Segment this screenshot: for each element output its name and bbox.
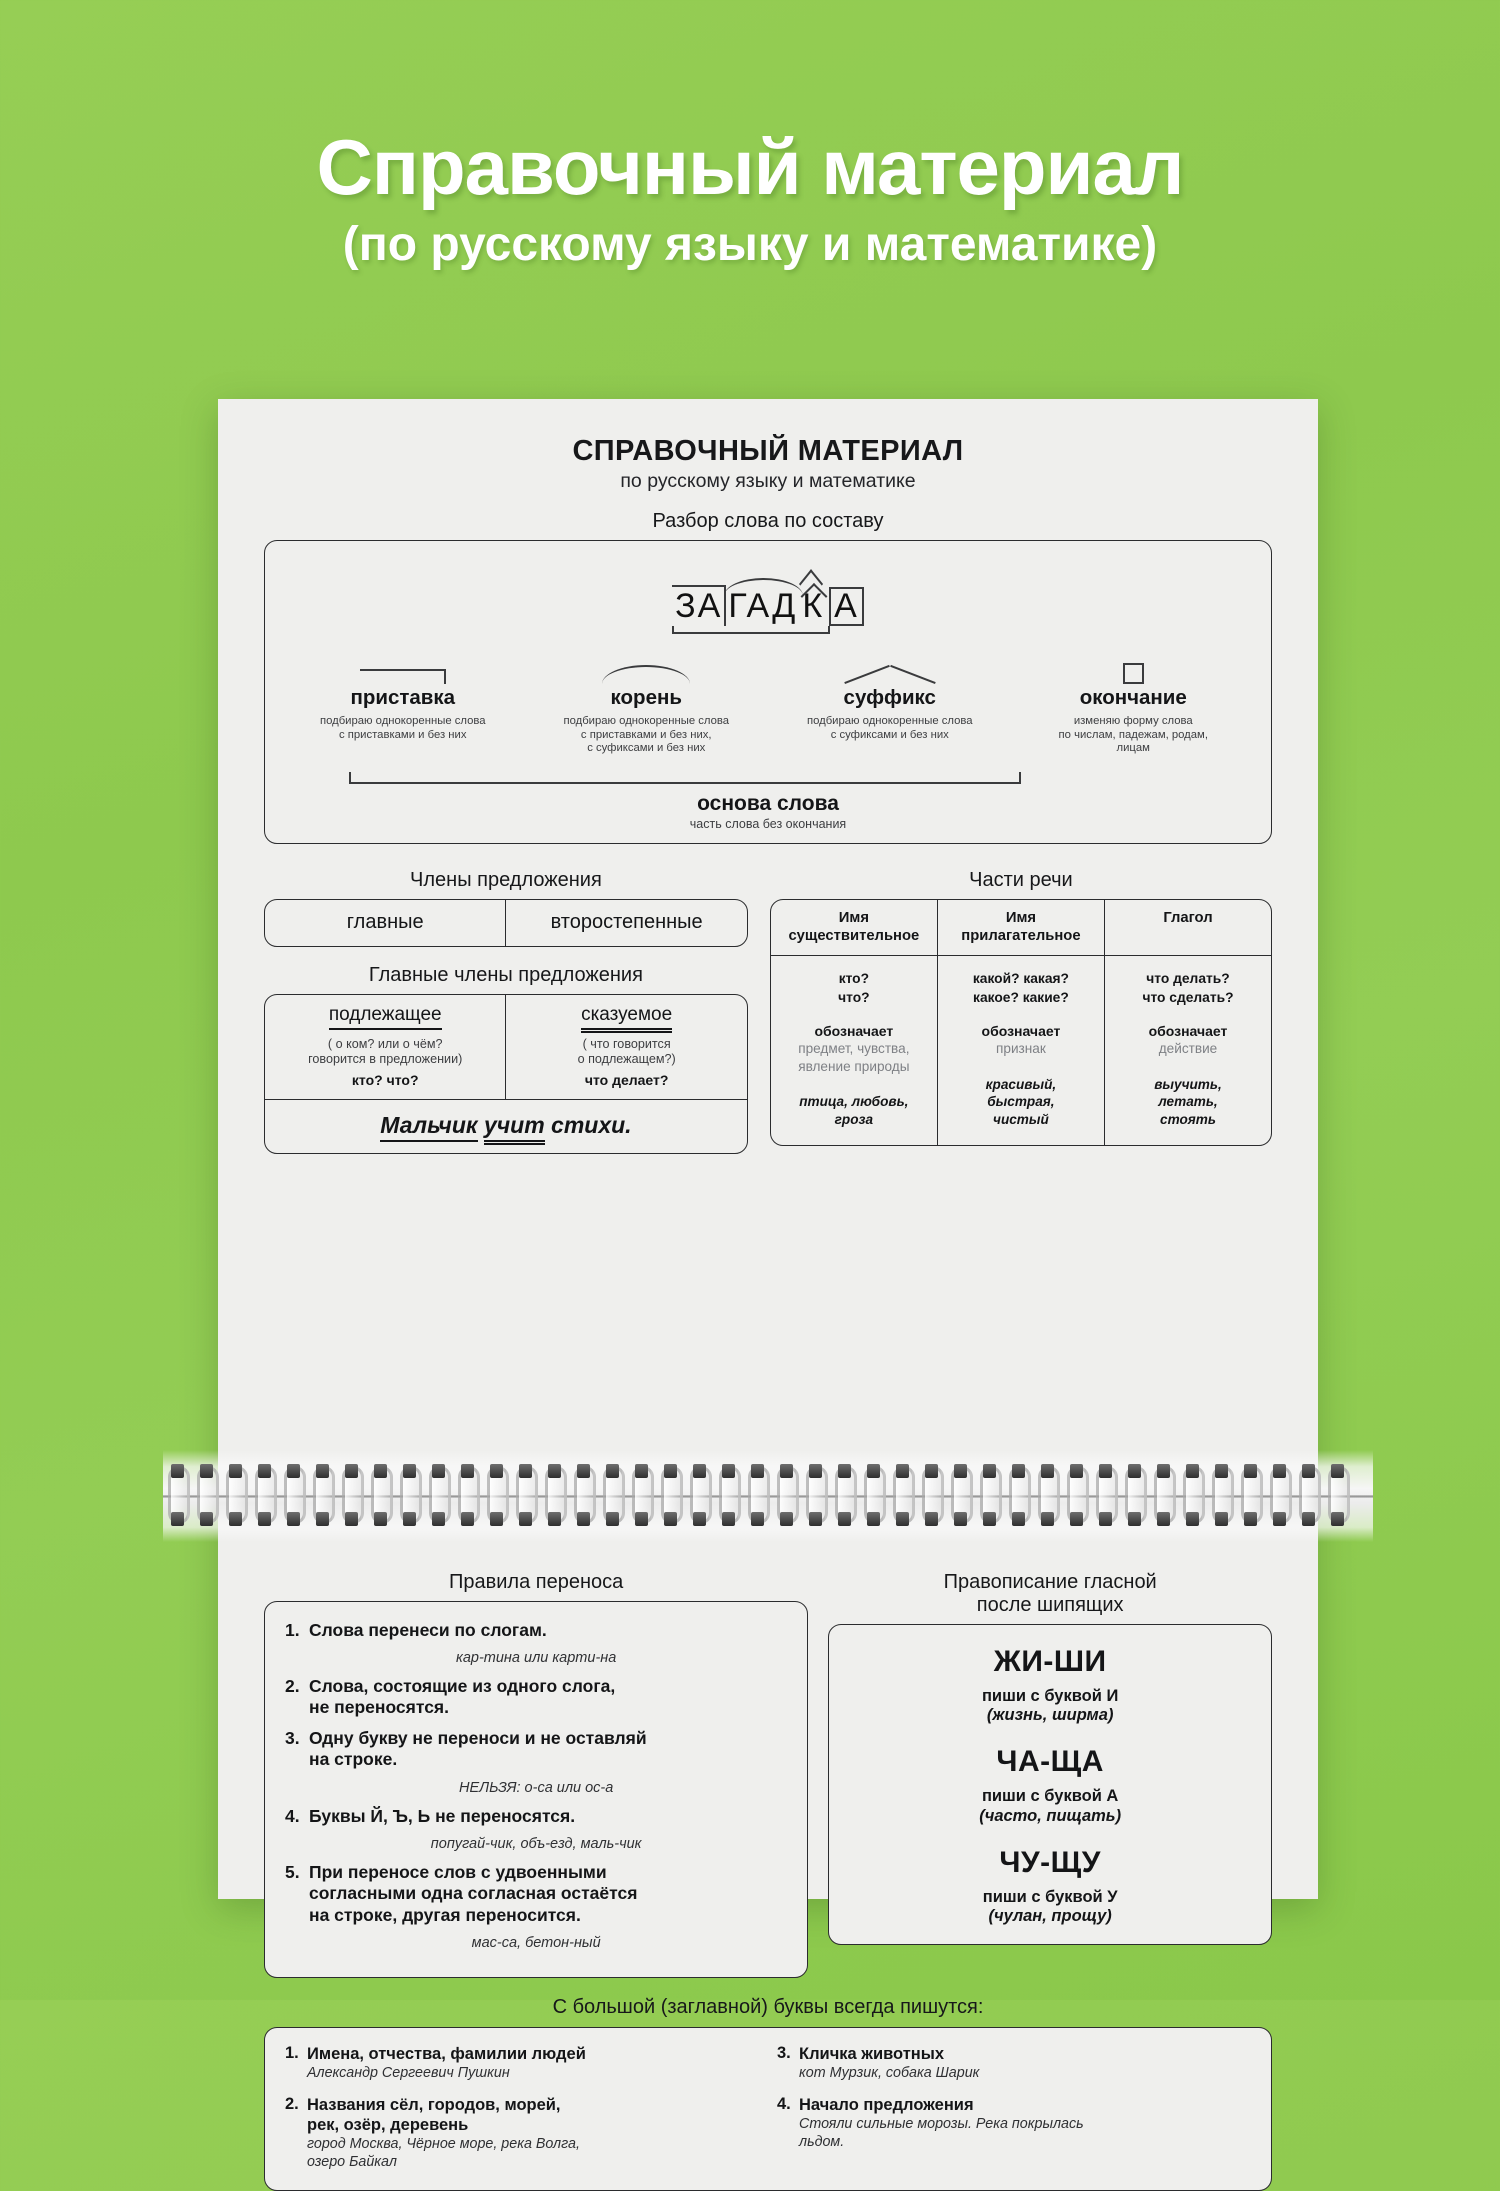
morph-column-root bbox=[525, 660, 769, 756]
members-heading: Члены предложения bbox=[410, 869, 602, 892]
pos-header-verb: Глагол bbox=[1104, 900, 1271, 956]
hyphenation-rule bbox=[285, 1676, 787, 1719]
hyphenation-rule bbox=[285, 1806, 787, 1827]
morph-note: подбираю однокоренные слова с суфиксами и без них bbox=[806, 714, 973, 741]
predicate-question: ( что говорится о подлежащем?) bbox=[577, 1036, 676, 1067]
spiral-ring bbox=[688, 1466, 714, 1524]
spiral-ring bbox=[543, 1466, 569, 1524]
hyphenation-rule bbox=[285, 1728, 787, 1771]
spiral-ring bbox=[804, 1466, 830, 1524]
hyphenation-heading: Правила переноса bbox=[449, 1571, 624, 1593]
pos-examples: красивый, быстрая, чистый bbox=[985, 1076, 1057, 1128]
spiral-ring bbox=[514, 1466, 540, 1524]
morph-column-suffix bbox=[768, 660, 1012, 756]
spiral-ring bbox=[1036, 1466, 1062, 1524]
spiral-ring bbox=[1123, 1466, 1149, 1524]
spiral-ring bbox=[949, 1466, 975, 1524]
spiral-ring bbox=[572, 1466, 598, 1524]
example-row bbox=[265, 1100, 747, 1153]
spiral-binding bbox=[163, 1450, 1373, 1542]
morph-note: подбираю однокоренные слова с приставками и без них, с суфиксами и без них bbox=[563, 714, 730, 755]
hissing-title: ЧУ-ЩУ bbox=[999, 1845, 1101, 1879]
spiral-ring bbox=[1239, 1466, 1265, 1524]
spiral-ring bbox=[1007, 1466, 1033, 1524]
suffix-roof-icon bbox=[845, 666, 935, 684]
spiral-ring bbox=[282, 1466, 308, 1524]
word-prefix: ЗА bbox=[672, 585, 726, 626]
predicate-title: сказуемое bbox=[581, 1004, 672, 1030]
morph-note: изменяю форму слова по числам, падежам, родам, лицам bbox=[1058, 714, 1208, 755]
rule-example: НЕЛЬЗЯ: о-са или ос-а bbox=[458, 1779, 614, 1796]
spiral-ring bbox=[485, 1466, 511, 1524]
parts-of-speech-table bbox=[770, 899, 1272, 1146]
spiral-ring bbox=[746, 1466, 772, 1524]
hissing-rule: пиши с буквой И bbox=[981, 1686, 1119, 1705]
word-root: ГАД bbox=[728, 586, 798, 625]
spiral-ring bbox=[1181, 1466, 1207, 1524]
morph-label: окончание bbox=[1079, 685, 1187, 709]
main-members-box bbox=[264, 994, 748, 1154]
spiral-ring bbox=[630, 1466, 656, 1524]
spiral-ring bbox=[862, 1466, 888, 1524]
members-cell-secondary: второстепенные bbox=[505, 900, 746, 946]
example-sentence bbox=[273, 1112, 739, 1139]
hissing-rule: пиши с буквой А bbox=[981, 1787, 1119, 1806]
rule-text: Буквы Й, Ъ, Ь не переносятся. bbox=[309, 1805, 576, 1826]
rule-example: попугай-чик, объ-езд, маль-чик bbox=[430, 1835, 642, 1852]
pos-means: признак bbox=[996, 1040, 1046, 1056]
morph-label: суффикс bbox=[843, 685, 936, 709]
stem-note: часть слова без окончания bbox=[689, 817, 847, 832]
item-number: 4. bbox=[777, 2094, 791, 2113]
item-number: 2. bbox=[285, 2094, 299, 2113]
item-example: Стояли сильные морозы. Река покрылась льдом. bbox=[799, 2116, 1084, 2150]
rule-example: мас-са, бетон-ный bbox=[471, 1934, 601, 1951]
spiral-ring bbox=[920, 1466, 946, 1524]
prefix-bracket-icon bbox=[360, 669, 446, 684]
ending-square-icon bbox=[1123, 663, 1144, 684]
spiral-ring bbox=[195, 1466, 221, 1524]
item-text: Имена, отчества, фамилии людей bbox=[307, 2044, 586, 2063]
capitalization-heading: С большой (заглавной) буквы всегда пишутся: bbox=[552, 1995, 984, 2018]
hissing-example: (чулан, прощу) bbox=[988, 1907, 1112, 1926]
pos-examples: птица, любовь, гроза bbox=[799, 1094, 909, 1128]
hyphenation-rule bbox=[285, 1620, 787, 1641]
hissing-rule: пиши с буквой У bbox=[982, 1887, 1118, 1906]
spiral-ring bbox=[166, 1466, 192, 1524]
morph-column-prefix bbox=[281, 660, 525, 756]
spiral-ring bbox=[1210, 1466, 1236, 1524]
hissing-heading: Правописание гласной после шипящих bbox=[943, 1571, 1157, 1616]
morph-column-ending bbox=[1012, 660, 1256, 756]
item-text: Кличка животных bbox=[799, 2044, 945, 2063]
item-number: 3. bbox=[777, 2043, 791, 2062]
spiral-ring bbox=[1326, 1466, 1352, 1524]
pos-means: предмет, чувства, явление природы bbox=[798, 1040, 910, 1074]
spiral-ring bbox=[659, 1466, 685, 1524]
spiral-ring bbox=[833, 1466, 859, 1524]
pos-questions: что делать? что сделать? bbox=[1142, 971, 1234, 1005]
pos-means-label: обозначает bbox=[981, 1022, 1061, 1039]
spiral-ring bbox=[224, 1466, 250, 1524]
morph-label: приставка bbox=[350, 685, 456, 709]
pos-cell-adjective bbox=[937, 956, 1104, 1145]
hissing-title: ЧА-ЩА bbox=[996, 1745, 1104, 1779]
word-suffix: К bbox=[799, 587, 827, 626]
pos-header-adjective: Имя прилагательное bbox=[937, 900, 1104, 956]
rule-text: При переносе слов с удвоенными согласными одна согласная остаётся на строке, другая переносится. bbox=[309, 1861, 638, 1925]
pos-cell-noun bbox=[771, 956, 937, 1145]
word-ending: А bbox=[829, 587, 864, 626]
capitalization-item bbox=[285, 2095, 759, 2172]
rule-number: 1. bbox=[285, 1619, 300, 1640]
pos-cell-verb bbox=[1104, 956, 1271, 1145]
capitalization-item bbox=[777, 2044, 1251, 2083]
spiral-ring bbox=[398, 1466, 424, 1524]
rule-number: 2. bbox=[285, 1676, 300, 1697]
spiral-ring bbox=[340, 1466, 366, 1524]
spiral-ring bbox=[775, 1466, 801, 1524]
cover-header bbox=[0, 0, 1500, 270]
rule-number: 4. bbox=[285, 1805, 300, 1826]
spiral-ring bbox=[253, 1466, 279, 1524]
spiral-ring bbox=[891, 1466, 917, 1524]
rule-number: 5. bbox=[285, 1861, 300, 1882]
rule-text: Слова перенеси по слогам. bbox=[309, 1619, 547, 1640]
spiral-ring bbox=[1065, 1466, 1091, 1524]
item-example: город Москва, Чёрное море, река Волга, озеро Байкал bbox=[307, 2136, 580, 2170]
hissing-item-cha-shcha bbox=[843, 1745, 1257, 1826]
hissing-rules-box bbox=[828, 1624, 1272, 1946]
root-arc-icon bbox=[602, 665, 690, 684]
pos-examples: выучить, летать, стоять bbox=[1154, 1076, 1222, 1128]
hyphenation-box bbox=[264, 1601, 808, 1978]
worksheet-sheet bbox=[218, 399, 1318, 2170]
pos-header-noun: Имя существительное bbox=[788, 909, 920, 944]
spiral-ring bbox=[717, 1466, 743, 1524]
page-title: Справочный материал bbox=[316, 123, 1184, 211]
morph-label: корень bbox=[610, 685, 682, 709]
hissing-example: (часто, пищать) bbox=[979, 1806, 1122, 1825]
capitalization-box bbox=[264, 2027, 1272, 2191]
pos-means-label: обозначает bbox=[814, 1022, 894, 1039]
stem-bracket-icon bbox=[281, 771, 1255, 784]
spiral-ring bbox=[1297, 1466, 1323, 1524]
pos-means: действие bbox=[1158, 1040, 1218, 1056]
example-rest: стихи. bbox=[544, 1112, 632, 1139]
stem-label: основа слова bbox=[697, 792, 839, 816]
morph-analysis-box bbox=[264, 540, 1272, 844]
item-example: Александр Сергеевич Пушкин bbox=[307, 2065, 510, 2082]
subject-title: подлежащее bbox=[329, 1004, 442, 1030]
spiral-ring bbox=[369, 1466, 395, 1524]
spiral-ring bbox=[601, 1466, 627, 1524]
spiral-ring bbox=[1094, 1466, 1120, 1524]
hissing-item-chu-shchu bbox=[843, 1846, 1257, 1927]
document-subtitle: по русскому языку и математике bbox=[620, 470, 916, 492]
morph-section-heading: Разбор слова по составу bbox=[652, 510, 884, 532]
subject-question: ( о ком? или о чём? говорится в предложении) bbox=[308, 1036, 463, 1067]
hissing-item-zhi-shi bbox=[843, 1645, 1257, 1726]
pos-means-label: обозначает bbox=[1148, 1022, 1228, 1039]
hissing-example: (жизнь, ширма) bbox=[986, 1706, 1114, 1725]
item-number: 1. bbox=[285, 2043, 299, 2062]
members-cell-main: главные bbox=[346, 911, 424, 934]
subject-cell bbox=[265, 995, 505, 1099]
capitalization-column-left bbox=[285, 2044, 759, 2172]
rule-text: Одну букву не переноси и не оставляй на строке. bbox=[309, 1727, 647, 1770]
rule-text: Слова, состоящие из одного слога, не переносятся. bbox=[309, 1676, 616, 1718]
spiral-ring bbox=[427, 1466, 453, 1524]
spiral-ring bbox=[1268, 1466, 1294, 1524]
spiral-ring bbox=[311, 1466, 337, 1524]
word-stem-bracket-icon bbox=[672, 626, 830, 634]
document-title: СПРАВОЧНЫЙ МАТЕРИАЛ bbox=[572, 435, 964, 467]
spiral-ring bbox=[1152, 1466, 1178, 1524]
sentence-members-box bbox=[264, 899, 748, 947]
item-text: Начало предложения bbox=[799, 2095, 974, 2114]
hyphenation-rule bbox=[285, 1862, 787, 1926]
hissing-title: ЖИ-ШИ bbox=[993, 1644, 1107, 1678]
pos-questions: какой? какая? какое? какие? bbox=[972, 971, 1069, 1005]
morph-note: подбираю однокоренные слова с приставками и без них bbox=[319, 714, 486, 741]
capitalization-column-right bbox=[777, 2044, 1251, 2172]
sample-word bbox=[672, 555, 864, 626]
pos-questions: кто? что? bbox=[838, 971, 870, 1005]
item-example: кот Мурзик, собака Шарик bbox=[799, 2065, 980, 2082]
page-subtitle: (по русскому языку и математике) bbox=[342, 218, 1158, 271]
predicate-cell bbox=[505, 995, 746, 1099]
capitalization-item bbox=[285, 2044, 759, 2083]
rule-example: кар-тина или карти-на bbox=[455, 1650, 617, 1667]
example-subject: Мальчик bbox=[380, 1112, 477, 1142]
subject-question-short: кто? что? bbox=[351, 1072, 419, 1089]
predicate-question-short: что делает? bbox=[584, 1072, 669, 1089]
capitalization-item bbox=[777, 2095, 1251, 2152]
rule-number: 3. bbox=[285, 1727, 300, 1748]
example-predicate: учит bbox=[484, 1112, 545, 1142]
pos-heading: Части речи bbox=[969, 869, 1073, 892]
spiral-ring bbox=[456, 1466, 482, 1524]
item-text: Названия сёл, городов, морей, рек, озёр, деревень bbox=[307, 2095, 561, 2134]
main-members-heading: Главные члены предложения bbox=[368, 963, 643, 986]
spiral-ring bbox=[978, 1466, 1004, 1524]
